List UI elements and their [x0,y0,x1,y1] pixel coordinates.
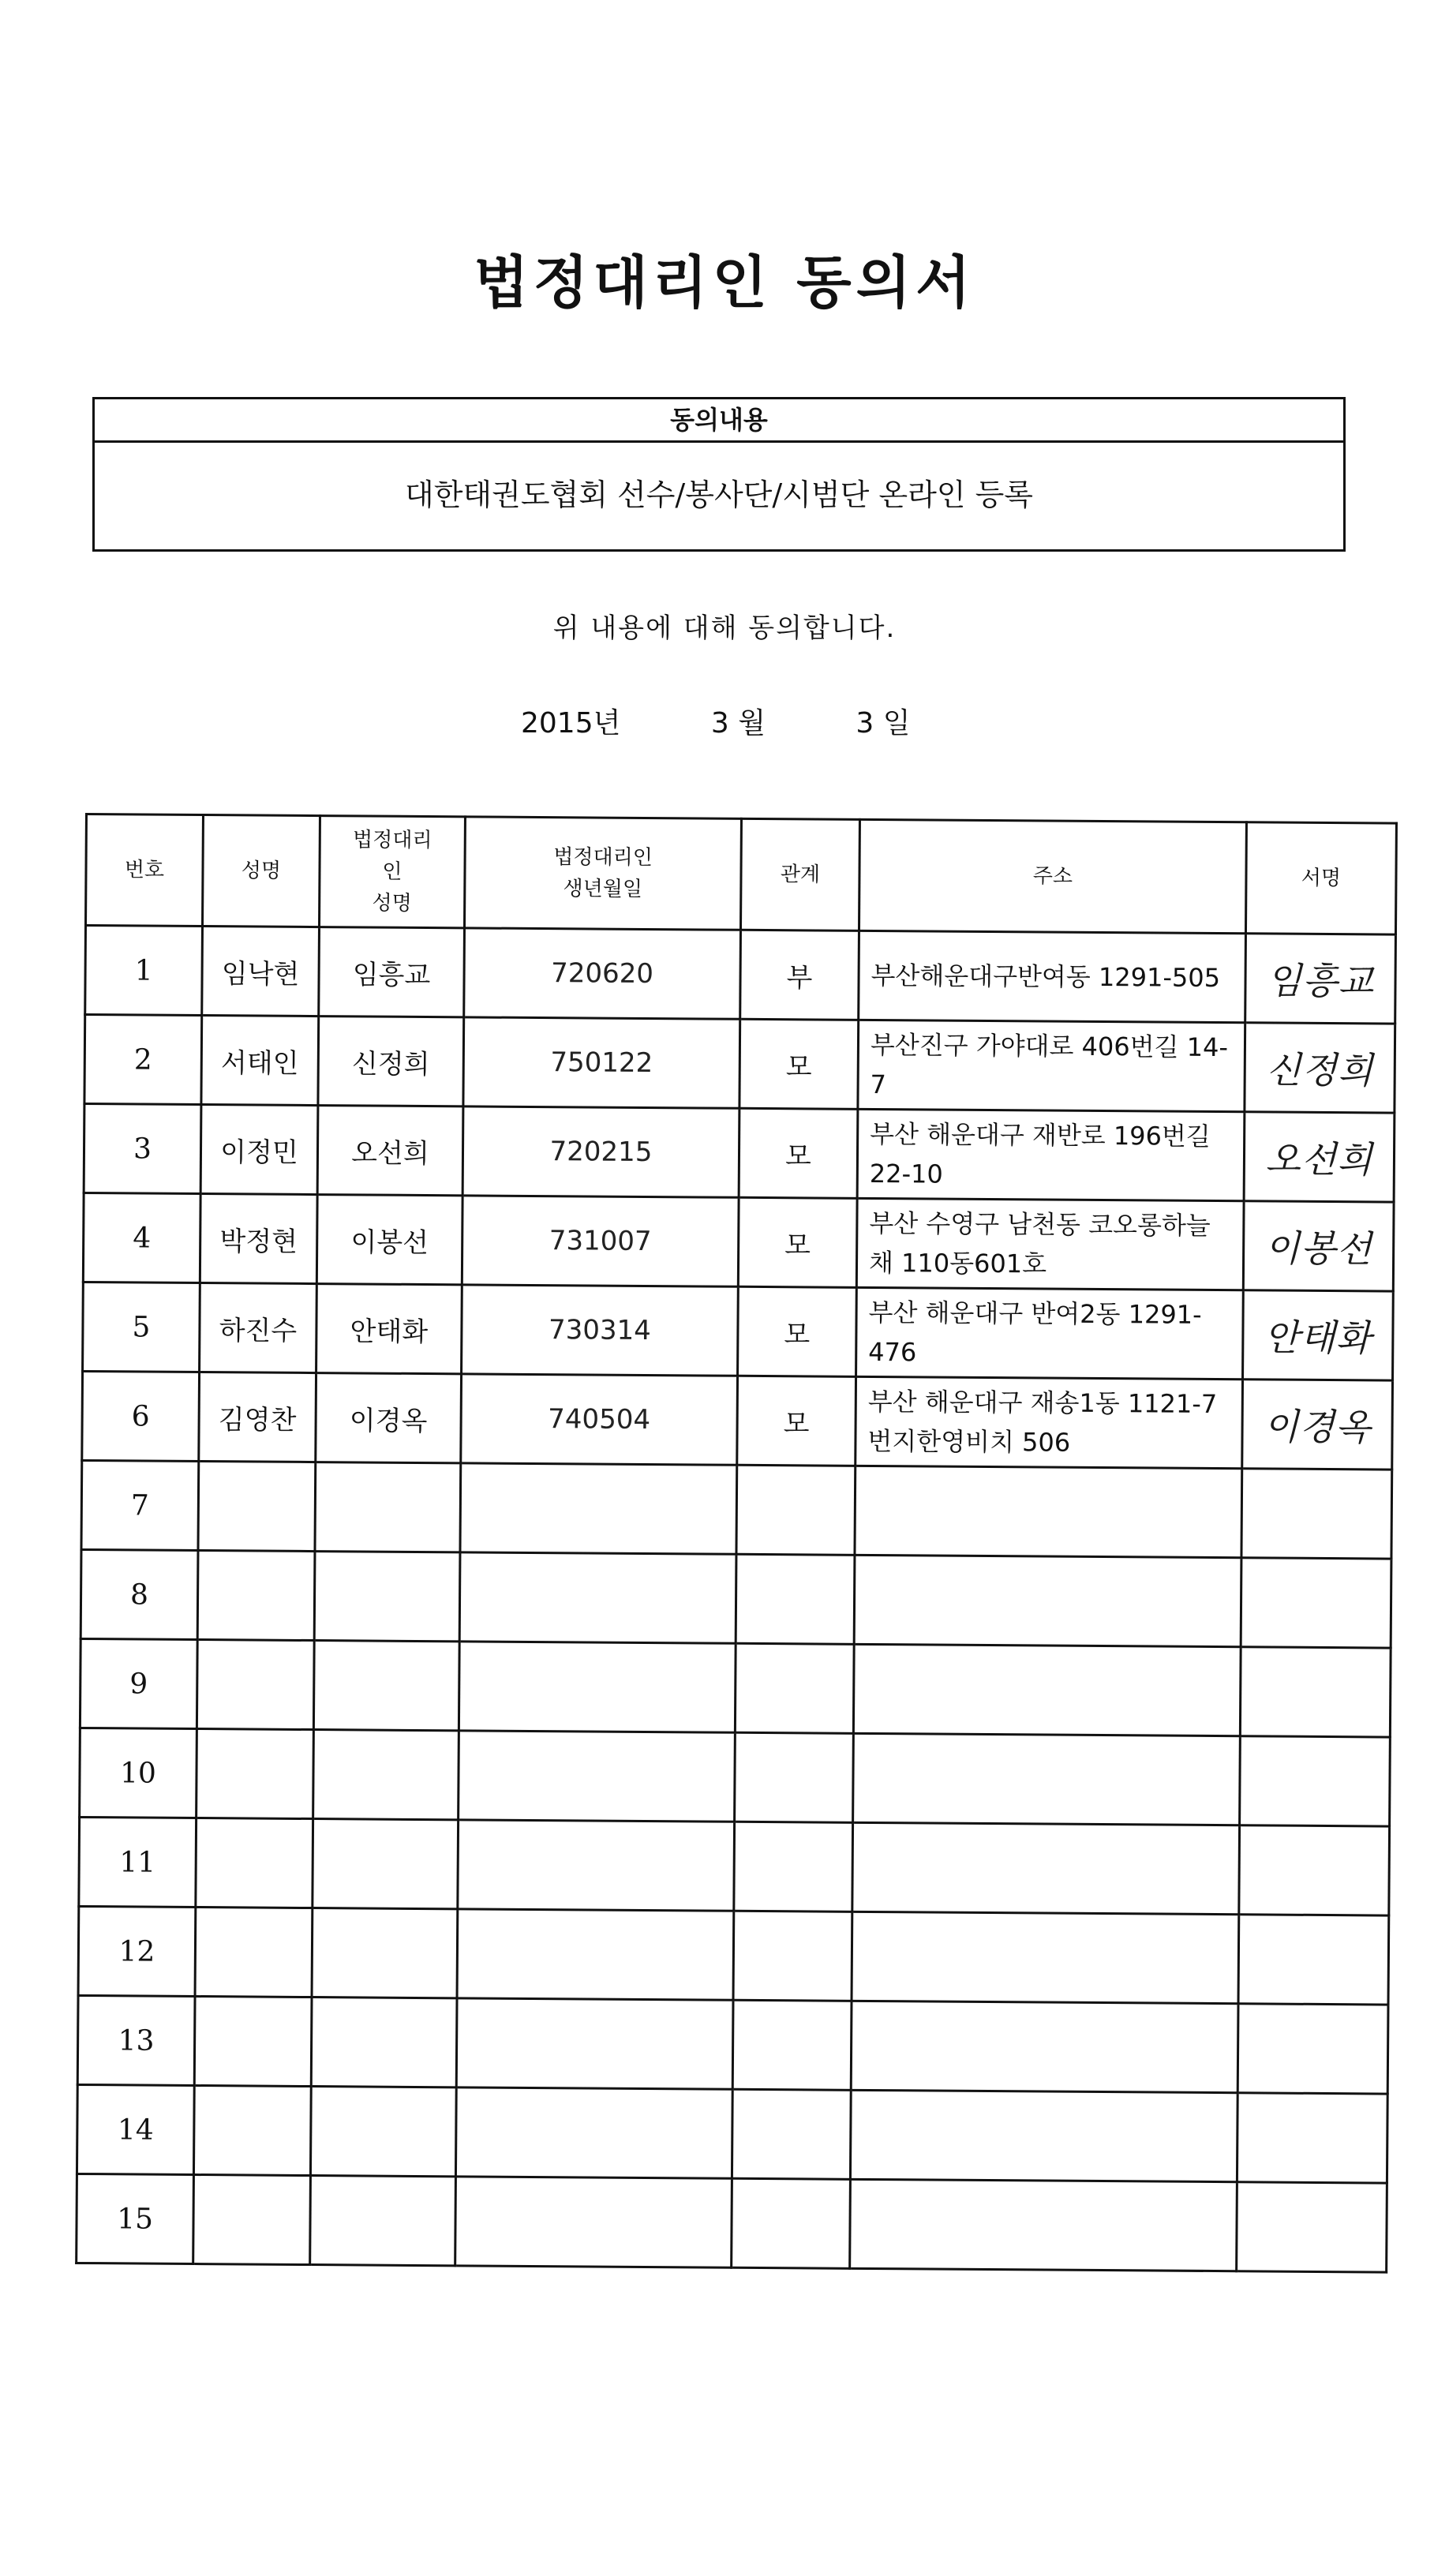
consent-header: 동의내용 [95,399,1343,443]
signature-cell: 이봉선 [1243,1201,1394,1291]
document-title: 법정대리인 동의서 [474,249,975,316]
row-number-cell: 7 [81,1460,199,1550]
row-number-cell: 13 [77,1995,195,2085]
row-number-cell: 3 [84,1104,201,1194]
header-guardian-birth [464,817,741,930]
row-number-cell: 11 [79,1817,197,1907]
signature-cell [1240,1647,1391,1737]
table-row [84,1104,1395,1203]
address-cell [850,2090,1237,2181]
relation-cell [736,1554,855,1644]
table-row [80,1728,1391,1826]
student-name-cell [198,1462,316,1552]
address-cell [850,2179,1237,2271]
signature-cell: 안태화 [1243,1290,1394,1380]
relation-cell [734,1822,853,1911]
table-row [83,1193,1394,1291]
consent-content: 대한태권도협회 선수/봉사단/시범단 온라인 등록 [404,477,1033,512]
address-cell: 부산 해운대구 재송1동 1121-7번지한영비치 506 [856,1376,1243,1468]
guardian-name-cell [315,1462,461,1552]
row-number-cell: 10 [80,1728,197,1818]
address-cell: 부산 해운대구 반여2동 1291-476 [856,1287,1244,1379]
student-name-cell: 서태인 [201,1016,319,1106]
address-cell: 부산 해운대구 재반로 196번길 22-10 [857,1109,1245,1200]
table-row [83,1282,1394,1380]
guardian-birthdate-cell [456,1998,733,2089]
relation-cell [735,1643,854,1733]
address-cell: 부산해운대구반여동 1291-505 [859,930,1246,1022]
guardian-name-cell: 오선희 [317,1106,463,1196]
address-cell [851,2001,1238,2092]
signature-cell [1237,2004,1388,2094]
student-name-cell: 임낙현 [202,927,320,1017]
address-cell [852,1911,1239,2003]
table-row [78,1906,1389,2005]
row-number-cell: 12 [78,1906,196,1996]
header-guardian-name [319,816,465,928]
student-name-cell: 하진수 [200,1283,317,1373]
signature-cell [1239,1825,1390,1915]
table-row [81,1460,1392,1559]
row-number-cell: 5 [83,1282,200,1372]
row-number-cell: 14 [77,2084,194,2174]
date-line [521,701,911,741]
guardian-birthdate-cell [455,2087,732,2178]
guardian-name-cell: 이경옥 [316,1373,462,1463]
guardian-birthdate-cell [457,1909,734,2000]
header-signature: 서명 [1245,822,1396,934]
address-cell [852,1822,1240,1914]
guardian-name-cell [310,2176,456,2266]
relation-cell [736,1465,856,1555]
guardian-name-cell [313,1819,459,1909]
date-month: 3 월 [710,707,766,739]
table-row [80,1549,1391,1648]
guardian-name-cell [312,1908,458,1998]
signature-cell [1238,1915,1389,2005]
row-number-cell: 8 [80,1549,198,1639]
table-row [84,1015,1395,1114]
student-name-cell [197,1640,314,1730]
guardian-birthdate-cell [459,1552,736,1643]
student-name-cell [197,1551,315,1641]
relation-cell [733,1911,852,2001]
table-row [82,1371,1393,1470]
guardian-birthdate-cell: 730314 [462,1285,739,1376]
date-year: 2015년 [521,707,621,739]
row-number-cell: 15 [77,2174,194,2263]
guardian-birthdate-cell: 740504 [461,1374,738,1465]
table-row [77,2084,1387,2183]
table-row [79,1817,1390,1915]
relation-cell: 모 [738,1286,857,1376]
header-guardian-name-line1: 법정대리 [352,828,432,853]
guardian-birthdate-cell [459,1731,736,1822]
relation-cell: 모 [739,1019,859,1109]
row-number-cell: 6 [82,1371,200,1461]
guardian-name-cell [314,1552,460,1642]
header-guardian-birth-line1: 법정대리인 [553,845,653,871]
guardian-birthdate-cell: 720620 [464,928,741,1019]
header-guardian-birth-line2: 생년월일 [563,877,643,901]
student-name-cell [195,1908,313,1998]
guardian-name-cell: 안태화 [316,1284,462,1374]
signature-cell: 신정희 [1245,1023,1395,1113]
signature-cell [1237,2182,1387,2272]
header-guardian-name-line3: 성명 [372,891,412,915]
guardian-birthdate-cell [455,2177,732,2267]
relation-cell [735,1732,854,1822]
table-header-row [86,814,1397,935]
student-name-cell: 김영찬 [199,1372,316,1462]
guardian-name-cell: 이봉선 [316,1195,462,1285]
signature-cell: 오선희 [1244,1112,1395,1202]
relation-cell: 부 [740,930,859,1020]
row-number-cell: 4 [83,1193,200,1282]
table-row [77,1995,1388,2094]
header-name: 성명 [203,815,320,927]
header-guardian-name-line2: 인 [382,859,402,884]
student-name-cell [194,1997,312,2087]
relation-cell [732,2178,851,2268]
guardian-birthdate-cell: 720215 [462,1106,739,1197]
guardian-birthdate-cell [460,1463,737,1554]
row-number-cell: 2 [84,1015,202,1105]
table-row [80,1638,1391,1737]
address-cell [855,1466,1242,1557]
signature-cell [1240,1736,1391,1826]
guardian-name-cell [311,1998,457,2087]
student-name-cell: 박정현 [200,1194,317,1284]
address-cell: 부산진구 가야대로 406번길 14-7 [858,1020,1245,1111]
signature-cell [1241,1558,1391,1648]
address-cell: 부산 수영구 남천동 코오롱하늘채 110동601호 [856,1198,1244,1290]
student-name-cell [197,1729,314,1819]
table-row [85,926,1396,1024]
guardian-birthdate-cell: 731007 [462,1196,739,1286]
student-name-cell [193,2086,311,2176]
guardian-name-cell [313,1641,459,1731]
student-name-cell: 이정민 [200,1105,318,1195]
guardian-name-cell: 신정희 [318,1017,464,1106]
guardian-birthdate-cell [459,1642,736,1732]
student-name-cell [193,2175,311,2265]
row-number-cell: 1 [85,926,203,1016]
address-cell [853,1733,1241,1825]
relation-cell [732,2089,851,2179]
guardian-birthdate-cell: 750122 [463,1017,740,1108]
student-name-cell [196,1818,313,1908]
guardian-name-cell [310,2087,456,2177]
row-number-cell: 9 [80,1638,197,1728]
signature-cell: 이경옥 [1242,1380,1393,1470]
guardian-name-cell [313,1730,459,1820]
date-day: 3 일 [856,707,911,739]
table-row [77,2174,1387,2272]
signature-cell: 임흥교 [1245,934,1396,1024]
address-cell [853,1644,1241,1735]
header-relation: 관계 [740,818,859,930]
signature-cell [1237,2093,1387,2183]
guardian-table [75,813,1398,2274]
signature-cell [1241,1469,1392,1559]
relation-cell: 모 [737,1376,856,1466]
header-address: 주소 [859,819,1246,933]
header-no: 번호 [86,814,204,927]
relation-cell [732,2000,852,2090]
relation-cell: 모 [739,1108,858,1198]
address-cell [854,1555,1241,1646]
relation-cell: 모 [738,1197,857,1287]
consent-box [92,397,1346,552]
agreement-statement: 위 내용에 대해 동의합니다. [552,612,897,644]
guardian-name-cell: 임흥교 [319,927,465,1017]
guardian-birthdate-cell [458,1820,735,1911]
